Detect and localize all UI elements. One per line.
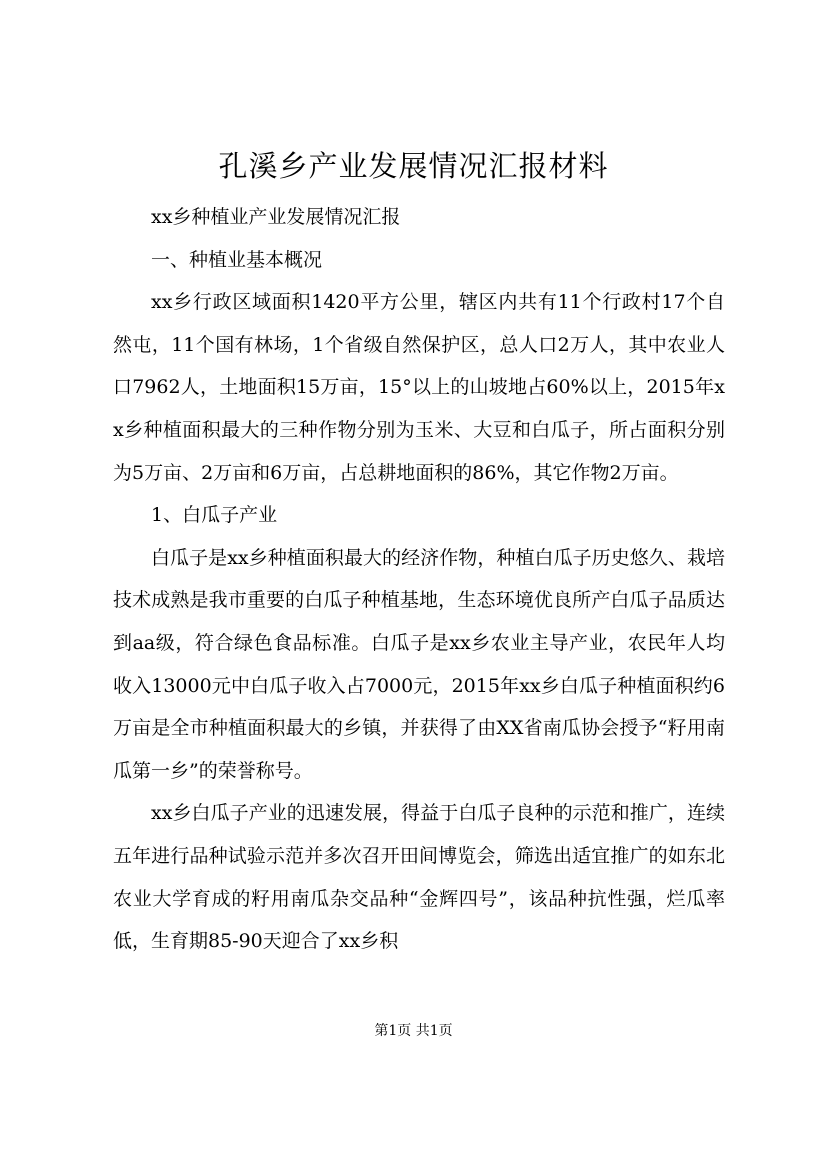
subsection-heading: 1、白瓜子产业 <box>151 504 278 527</box>
paragraph-subtitle: xx乡种植业产业发展情况汇报 <box>151 206 401 228</box>
section-heading: 一、种植业基本概况 <box>151 248 323 271</box>
paragraph-pumpkin-seed: 白瓜子是xx乡种植面积最大的经济作物，种植白瓜子历史悠久、栽培技术成熟是我市重要的白瓜子种植基地，生态环境优良所产白瓜子品质达到aa级，符合绿色食品标准。白瓜子是xx乡农业主导产业，农民年人均收入13000元中白瓜子收入占7000元，2015年xx乡白瓜子种植面积约6万亩是全市种植面积最大的乡镇，并获得了由XX省南瓜协会授予“籽用南瓜第一乡”的荣誉称号。 <box>113 546 725 782</box>
document-body <box>113 196 725 963</box>
paragraph-development: xx乡白瓜子产业的迅速发展，得益于白瓜子良种的示范和推广，连续五年进行品种试验示范并多次召开田间博览会，筛选出适宜推广的如东北农业大学育成的籽用南瓜杂交品种“金辉四号”，该品种抗性强，烂瓜率低，生育期85-90天迎合了xx乡积 <box>113 802 725 953</box>
document-title: 孔溪乡产业发展情况汇报材料 <box>218 149 609 183</box>
page-footer: 第1页 共1页 <box>374 1023 453 1039</box>
paragraph-overview: xx乡行政区域面积1420平方公里，辖区内共有11个行政村17个自然屯，11个国有林场，1个省级自然保护区，总人口2万人，其中农业人口7962人，土地面积15万亩，15°以上的山坡地占60%以上，2015年xx乡种植面积最大的三种作物分别为玉米、大豆和白瓜子，所占面积分别为5万亩、2万亩和6万亩，占总耕地面积的86%，其它作物2万亩。 <box>113 291 725 484</box>
